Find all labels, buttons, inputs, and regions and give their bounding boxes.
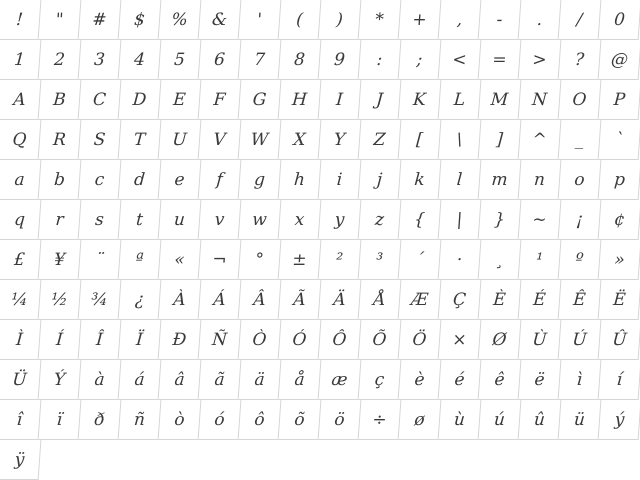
glyph-cell: ³	[359, 240, 402, 280]
glyph-cell: ^	[519, 120, 562, 160]
glyph-cell: Î	[79, 320, 122, 360]
glyph-cell: w	[239, 200, 282, 240]
glyph-cell: Ó	[279, 320, 322, 360]
glyph-cell: ç	[359, 360, 402, 400]
glyph-cell: y	[319, 200, 362, 240]
glyph-cell: É	[519, 280, 562, 320]
glyph-cell: í	[599, 360, 640, 400]
glyph-cell: ~	[519, 200, 562, 240]
glyph-cell: D	[119, 80, 162, 120]
glyph-cell: P	[599, 80, 640, 120]
glyph-cell: e	[159, 160, 202, 200]
glyph-cell: `	[599, 120, 640, 160]
glyph-cell: ó	[199, 400, 242, 440]
glyph-cell: ,	[439, 0, 482, 40]
glyph-cell: $	[119, 0, 162, 40]
glyph-cell: >	[519, 40, 562, 80]
glyph-cell: ¡	[559, 200, 602, 240]
glyph-cell: Ö	[399, 320, 442, 360]
glyph-cell: E	[159, 80, 202, 120]
glyph-cell: È	[479, 280, 522, 320]
glyph-cell: }	[479, 200, 522, 240]
glyph-cell: m	[479, 160, 522, 200]
glyph-cell: =	[479, 40, 522, 80]
glyph-cell: Â	[239, 280, 282, 320]
glyph-cell: Á	[199, 280, 242, 320]
glyph-cell: ì	[559, 360, 602, 400]
glyph-cell: Q	[0, 120, 41, 160]
glyph-cell: s	[79, 200, 122, 240]
empty-cell	[600, 440, 640, 480]
glyph-cell: ñ	[119, 400, 162, 440]
glyph-cell: ã	[199, 360, 242, 400]
glyph-cell: Ò	[239, 320, 282, 360]
empty-cell	[160, 440, 200, 480]
glyph-cell: C	[79, 80, 122, 120]
glyph-cell: ×	[439, 320, 482, 360]
glyph-cell: ·	[439, 240, 482, 280]
glyph-cell: @	[599, 40, 640, 80]
glyph-cell: ë	[519, 360, 562, 400]
glyph-cell: Ý	[39, 360, 82, 400]
glyph-cell: G	[239, 80, 282, 120]
glyph-cell: N	[519, 80, 562, 120]
glyph-cell: Û	[599, 320, 640, 360]
glyph-cell: h	[279, 160, 322, 200]
glyph-cell: 0	[599, 0, 640, 40]
glyph-cell: ü	[559, 400, 602, 440]
glyph-cell: è	[399, 360, 442, 400]
glyph-cell: l	[439, 160, 482, 200]
glyph-cell: £	[0, 240, 41, 280]
glyph-cell: Í	[39, 320, 82, 360]
glyph-cell: ¼	[0, 280, 41, 320]
glyph-cell: ÿ	[0, 440, 41, 480]
glyph-cell: p	[599, 160, 640, 200]
glyph-cell: ¾	[79, 280, 122, 320]
glyph-cell: Ï	[119, 320, 162, 360]
glyph-cell: 1	[0, 40, 41, 80]
empty-cell	[200, 440, 240, 480]
empty-cell	[120, 440, 160, 480]
glyph-cell: b	[39, 160, 82, 200]
empty-cell	[400, 440, 440, 480]
glyph-cell: Ú	[559, 320, 602, 360]
glyph-cell: ¨	[79, 240, 122, 280]
glyph-cell: ä	[239, 360, 282, 400]
glyph-cell: Ð	[159, 320, 202, 360]
glyph-cell: 9	[319, 40, 362, 80]
glyph-cell: á	[119, 360, 162, 400]
glyph-cell: :	[359, 40, 402, 80]
glyph-cell: ¥	[39, 240, 82, 280]
empty-cell	[360, 440, 400, 480]
glyph-cell: é	[439, 360, 482, 400]
glyph-cell: Ì	[0, 320, 41, 360]
empty-cell	[40, 440, 80, 480]
glyph-cell: ÷	[359, 400, 402, 440]
glyph-cell: k	[399, 160, 442, 200]
glyph-cell: î	[0, 400, 41, 440]
glyph-cell: ð	[79, 400, 122, 440]
glyph-cell: Õ	[359, 320, 402, 360]
glyph-cell: F	[199, 80, 242, 120]
glyph-cell: A	[0, 80, 41, 120]
glyph-cell: 2	[39, 40, 82, 80]
glyph-cell: æ	[319, 360, 362, 400]
glyph-cell: u	[159, 200, 202, 240]
glyph-cell: t	[119, 200, 162, 240]
glyph-cell: _	[559, 120, 602, 160]
glyph-cell: Ù	[519, 320, 562, 360]
glyph-cell: |	[439, 200, 482, 240]
glyph-cell: )	[319, 0, 362, 40]
glyph-cell: 5	[159, 40, 202, 80]
glyph-cell: Å	[359, 280, 402, 320]
glyph-cell: ô	[239, 400, 282, 440]
empty-cell	[520, 440, 560, 480]
glyph-cell: ¿	[119, 280, 162, 320]
glyph-cell: Ü	[0, 360, 41, 400]
glyph-cell: f	[199, 160, 242, 200]
glyph-cell: à	[79, 360, 122, 400]
glyph-cell: o	[559, 160, 602, 200]
glyph-cell: Æ	[399, 280, 442, 320]
empty-cell	[480, 440, 520, 480]
glyph-cell: 8	[279, 40, 322, 80]
empty-cell	[240, 440, 280, 480]
glyph-cell: ø	[399, 400, 442, 440]
glyph-cell: *	[359, 0, 402, 40]
glyph-cell: H	[279, 80, 322, 120]
glyph-cell: z	[359, 200, 402, 240]
glyph-cell: O	[559, 80, 602, 120]
glyph-cell: T	[119, 120, 162, 160]
glyph-cell: 4	[119, 40, 162, 80]
glyph-cell: d	[119, 160, 162, 200]
glyph-cell: S	[79, 120, 122, 160]
glyph-cell: ò	[159, 400, 202, 440]
glyph-cell: ;	[399, 40, 442, 80]
glyph-cell: å	[279, 360, 322, 400]
glyph-cell: ï	[39, 400, 82, 440]
glyph-cell: ª	[119, 240, 162, 280]
glyph-cell: B	[39, 80, 82, 120]
glyph-cell: "	[39, 0, 82, 40]
glyph-cell: L	[439, 80, 482, 120]
glyph-cell: Ê	[559, 280, 602, 320]
glyph-cell: .	[519, 0, 562, 40]
glyph-cell: j	[359, 160, 402, 200]
glyph-cell: r	[39, 200, 82, 240]
glyph-cell: ö	[319, 400, 362, 440]
glyph-cell: ù	[439, 400, 482, 440]
glyph-cell: J	[359, 80, 402, 120]
glyph-cell: <	[439, 40, 482, 80]
glyph-cell: c	[79, 160, 122, 200]
glyph-cell: À	[159, 280, 202, 320]
glyph-cell: Ø	[479, 320, 522, 360]
glyph-cell: ¢	[599, 200, 640, 240]
glyph-cell: '	[239, 0, 282, 40]
glyph-cell: Ë	[599, 280, 640, 320]
glyph-cell: #	[79, 0, 122, 40]
glyph-cell: W	[239, 120, 282, 160]
glyph-cell: 7	[239, 40, 282, 80]
glyph-cell: K	[399, 80, 442, 120]
glyph-cell: [	[399, 120, 442, 160]
glyph-cell: X	[279, 120, 322, 160]
glyph-cell: -	[479, 0, 522, 40]
empty-cell	[280, 440, 320, 480]
glyph-cell: {	[399, 200, 442, 240]
glyph-cell: ¸	[479, 240, 522, 280]
glyph-cell: 6	[199, 40, 242, 80]
glyph-cell: \	[439, 120, 482, 160]
glyph-cell: ±	[279, 240, 322, 280]
glyph-cell: /	[559, 0, 602, 40]
glyph-cell: i	[319, 160, 362, 200]
glyph-cell: ´	[399, 240, 442, 280]
glyph-cell: Ä	[319, 280, 362, 320]
glyph-cell: g	[239, 160, 282, 200]
glyph-cell: «	[159, 240, 202, 280]
empty-cell	[560, 440, 600, 480]
glyph-cell: ½	[39, 280, 82, 320]
glyph-cell: q	[0, 200, 41, 240]
glyph-cell: ?	[559, 40, 602, 80]
glyph-cell: Y	[319, 120, 362, 160]
glyph-cell: n	[519, 160, 562, 200]
empty-cell	[320, 440, 360, 480]
glyph-cell: R	[39, 120, 82, 160]
glyph-cell: ¹	[519, 240, 562, 280]
glyph-cell: º	[559, 240, 602, 280]
glyph-cell: »	[599, 240, 640, 280]
glyph-cell: +	[399, 0, 442, 40]
glyph-cell: U	[159, 120, 202, 160]
glyph-cell: ¬	[199, 240, 242, 280]
glyph-cell: 3	[79, 40, 122, 80]
glyph-cell: Ô	[319, 320, 362, 360]
glyph-cell: û	[519, 400, 562, 440]
empty-cell	[440, 440, 480, 480]
glyph-cell: a	[0, 160, 41, 200]
glyph-cell: ý	[599, 400, 640, 440]
glyph-cell: ²	[319, 240, 362, 280]
glyph-cell: ê	[479, 360, 522, 400]
glyph-cell: x	[279, 200, 322, 240]
glyph-cell: Ç	[439, 280, 482, 320]
glyph-cell: M	[479, 80, 522, 120]
glyph-cell: Z	[359, 120, 402, 160]
glyph-cell: õ	[279, 400, 322, 440]
glyph-cell: Ã	[279, 280, 322, 320]
glyph-cell: °	[239, 240, 282, 280]
glyph-cell: Ñ	[199, 320, 242, 360]
glyph-cell: (	[279, 0, 322, 40]
glyph-cell: ]	[479, 120, 522, 160]
glyph-cell: v	[199, 200, 242, 240]
glyph-cell: %	[159, 0, 202, 40]
glyph-cell: â	[159, 360, 202, 400]
glyph-cell: V	[199, 120, 242, 160]
glyph-cell: ú	[479, 400, 522, 440]
glyph-cell: I	[319, 80, 362, 120]
glyph-cell: !	[0, 0, 41, 40]
empty-cell	[80, 440, 120, 480]
glyph-cell: &	[199, 0, 242, 40]
